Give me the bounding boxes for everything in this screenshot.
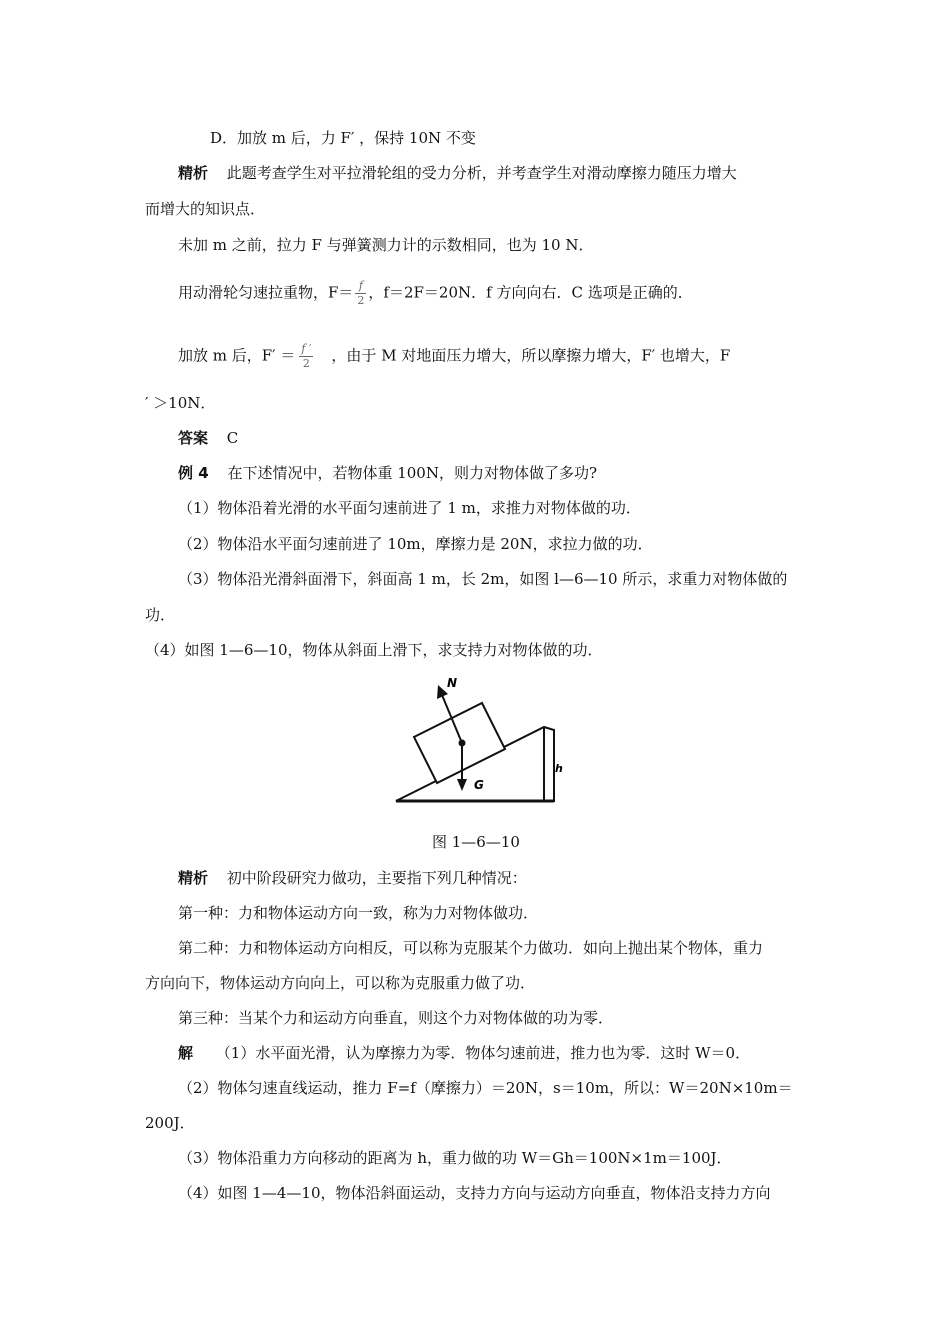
analysis-2-label: 精析	[178, 869, 209, 887]
analysis-2-line	[178, 868, 527, 888]
analysis-2-text: 初中阶段研究力做功，主要指下列几种情况：	[226, 869, 527, 887]
analysis-label: 精析	[178, 164, 209, 182]
label-h: h	[555, 762, 563, 775]
fraction-f-over-2: $\frac{f}{2}$	[357, 279, 365, 307]
option-d: D．加放 m 后，力 F′ ，保持 10N 不变	[210, 129, 476, 147]
example-label: 例 4	[178, 464, 209, 482]
solution-1: （1）水平面光滑，认为摩擦力为零．物体匀速前进，推力也为零．这时 W＝0．	[215, 1044, 751, 1062]
question-2: （2）物体沿水平面匀速前进了 10m，摩擦力是 20N，求拉力做的功．	[178, 535, 653, 553]
after-m-text-a: 加放 m 后，F′ ＝	[178, 346, 296, 365]
solution-2-cont: 200J．	[145, 1114, 195, 1132]
solution-label: 解	[178, 1044, 194, 1062]
analysis-line-2: 而增大的知识点．	[145, 200, 266, 218]
paragraph-pulley	[178, 279, 693, 308]
answer-value: C	[226, 429, 239, 447]
case-3: 第三种：当某个力和运动方向垂直，则这个力对物体做的功为零．	[178, 1009, 614, 1027]
solution-2: （2）物体匀速直线运动，推力 F=f（摩擦力）＝20N，s＝10m，所以：W＝20N×10m＝	[178, 1079, 793, 1097]
question-1: （1）物体沿着光滑的水平面匀速前进了 1 m，求推力对物体做的功．	[178, 499, 641, 517]
label-n: N	[447, 676, 458, 690]
fraction-f-prime-over-2: $\frac{f '}{2}$	[301, 342, 312, 370]
paragraph-after-m	[178, 342, 730, 371]
example-4-line	[178, 463, 597, 483]
example-question: 在下述情况中，若物体重 100N，则力对物体做了多功?	[227, 464, 598, 482]
paragraph-before-m: 未加 m 之前，拉力 F 与弹簧测力计的示数相同，也为 10 N．	[178, 236, 594, 254]
answer-line	[178, 428, 238, 448]
case-1: 第一种：力和物体运动方向一致，称为力对物体做功．	[178, 904, 539, 922]
figure-caption: 图 1—6—10	[432, 833, 520, 851]
solution-line-1	[178, 1043, 750, 1063]
paragraph-after-m-cont: ′ ＞10N．	[145, 394, 216, 412]
solution-3: （3）物体沿重力方向移动的距离为 h，重力做的功 W＝Gh＝100N×1m＝100J．	[178, 1149, 732, 1167]
after-m-text-b: ，由于 M 对地面压力增大，所以摩擦力增大，F′ 也增大，F	[331, 346, 731, 365]
analysis-line-1	[178, 163, 737, 183]
solution-4: （4）如图 1—4—10，物体沿斜面运动，支持力方向与运动方向垂直，物体沿支持力方向	[178, 1184, 771, 1202]
question-3-cont: 功．	[145, 606, 176, 624]
label-g: G	[474, 778, 484, 792]
question-3: （3）物体沿光滑斜面滑下，斜面高 1 m，长 2m，如图 l—6—10 所示，求重力对物体做的	[178, 570, 788, 588]
case-2-cont: 方向向下，物体运动方向向上，可以称为克服重力做了功．	[145, 974, 536, 992]
incline-figure	[392, 675, 563, 805]
pulley-text-b: ，f＝2F＝20N．f 方向向右．C 选项是正确的．	[368, 283, 693, 302]
question-4: （4）如图 1—6—10，物体从斜面上滑下，求支持力对物体做的功．	[145, 641, 603, 659]
pulley-text-a: 用动滑轮匀速拉重物，F＝	[178, 283, 354, 302]
case-2: 第二种：力和物体运动方向相反，可以称为克服某个力做功．如向上抛出某个物体，重力	[178, 939, 764, 957]
answer-label: 答案	[178, 429, 209, 447]
analysis-text: 此题考查学生对平拉滑轮组的受力分析，并考查学生对滑动摩擦力随压力增大	[226, 164, 737, 182]
